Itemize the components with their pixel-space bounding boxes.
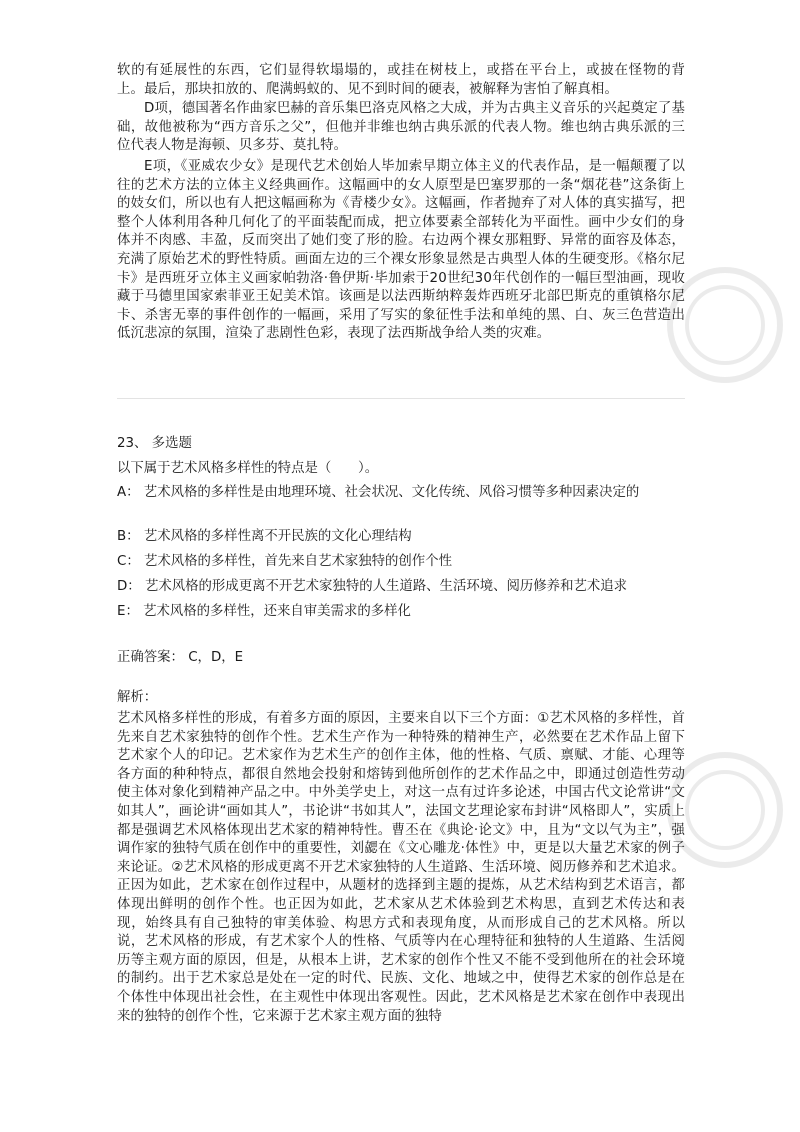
option-b: B： 艺术风格的多样性离不开民族的文化心理结构: [117, 529, 412, 544]
section-divider: [117, 398, 685, 399]
option-a: A： 艺术风格的多样性是由地理环境、社会状况、文化传统、风俗习惯等多种因素决定的: [117, 485, 640, 500]
explanation-paragraph-e: E项，《亚威农少女》是现代艺术创始人毕加索早期立体主义的代表作品，是一幅颠覆了以往的艺术方法的立体主义经典画作。这幅画中的女人原型是巴塞罗那的一条“烟花巷”这条街上的妓女们，所以也有人把这幅画称为《青楼少女》。这幅画，作者抛弃了对人体的真实描写，把整个人体利用各种几何化了的平面装配而成，把立体要素全部转化为平面性。画中少女们的身体并不肉感、丰盈，反而突出了她们变了形的脸。右边两个裸女那粗野、异常的面容及体态，充满了原始艺术的野性特质。画面左边的三个裸女形象显然是古典型人体的生硬变形。《格尔尼卡》是西班牙立体主义画家帕勃洛·鲁伊斯·毕加索于20世纪30年代创作的一幅巨型油画，现收藏于马德里国家索菲亚王妃美术馆。该画是以法西斯纳粹轰炸西班牙北部巴斯克的重镇格尔尼卡、杀害无辜的事件创作的一幅画，采用了写实的象征性手法和单纯的黑、白、灰三色营造出低沉悲凉的氛围，渲染了悲剧性色彩，表现了法西斯战争给人类的灾难。: [117, 159, 685, 342]
question-header: 23、 多选题: [117, 436, 192, 451]
question-stem: 以下属于艺术风格多样性的特点是（ ）。: [117, 461, 379, 476]
option-d: D： 艺术风格的形成更离不开艺术家独特的人生道路、生活环境、阅历修养和艺术追求: [117, 579, 628, 594]
analysis-text: 艺术风格多样性的形成，有着多方面的原因，主要来自以下三个方面：①艺术风格的多样性，首先来自艺术家独特的创作个性。艺术生产作为一种特殊的精神生产，必然要在艺术作品上留下艺术家个人的印记。艺术家作为艺术生产的创作主体，他的性格、气质、禀赋、才能、心理等各方面的种种特点，都很自然地会投射和熔铸到他所创作的艺术作品之中，即通过创造性劳动使主体对象化到精神产品之中。中外美学史上，对这一点有过许多论述，中国古代文论常讲“文如其人”，画论讲“画如其人”，书论讲“书如其人”，法国文艺理论家布封讲“风格即人”，实质上都是强调艺术风格体现出艺术家的精神特性。曹丕在《典论·论文》中，且为“文以气为主”，强调作家的独特气质在创作中的重要性，刘勰在《文心雕龙·体性》中，更是以大量艺术家的例子来论证。②艺术风格的形成更离不开艺术家独特的人生道路、生活环境、阅历修养和艺术追求。正因为如此，艺术家在创作过程中，从题材的选择到主题的提炼，从艺术结构到艺术语言，都体现出鲜明的创作个性。也正因为如此，艺术家从艺术体验到艺术构思，直到艺术传达和表现，始终具有自己独特的审美体验、构思方式和表现角度，从而形成自己的艺术风格。所以说，艺术风格的形成，有艺术家个人的性格、气质等内在心理特征和独特的人生道路、生活阅历等主观方面的原因，但是，从根本上讲，艺术家的创作个性又不能不受到他所在的社会环境的制约。出于艺术家总是处在一定的时代、民族、文化、地域之中，使得艺术家的创作总是在个体性中体现出社会性，在主观性中体现出客观性。因此，艺术风格是艺术家在创作中表现出来的独特的创作个性，它来源于艺术家主观方面的独特: [117, 711, 685, 1024]
explanation-paragraph-d: D项，德国著名作曲家巴赫的音乐集巴洛克风格之大成，并为古典主义音乐的兴起奠定了基础，故他被称为“西方音乐之父”，但他并非维也纳古典乐派的代表人物。维也纳古典乐派的三位代表人物是海顿、贝多芬、莫扎特。: [117, 101, 685, 154]
explanation-paragraph-c: 软的有延展性的东西，它们显得软塌塌的，或挂在树枝上，或搭在平台上，或披在怪物的背上。最后，那块扣放的、爬满蚂蚁的、见不到时间的硬表，被解释为害怕了解真相。: [117, 63, 685, 97]
correct-answer: 正确答案： C，D，E: [117, 650, 244, 665]
option-c: C： 艺术风格的多样性，首先来自艺术家独特的创作个性: [117, 554, 452, 569]
option-e: E： 艺术风格的多样性，还来自审美需求的多样化: [117, 604, 411, 619]
analysis-label: 解析：: [117, 690, 158, 705]
